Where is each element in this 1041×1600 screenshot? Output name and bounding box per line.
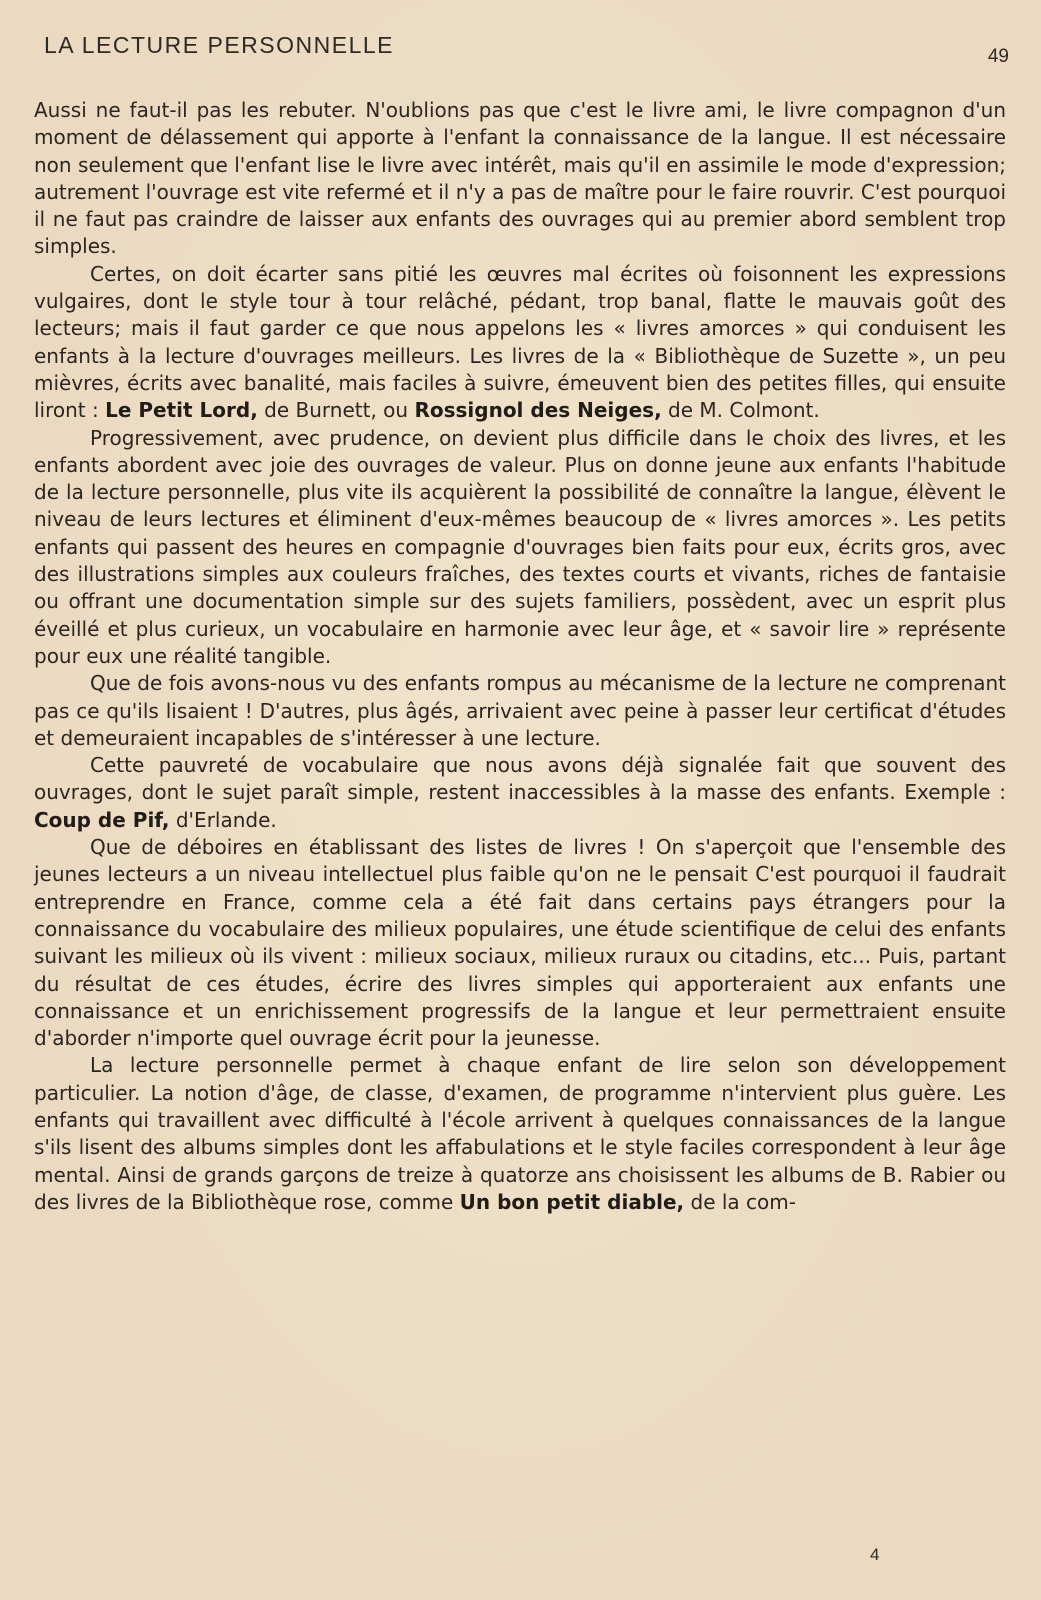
paragraph-7-text-b: de la com- — [684, 1189, 796, 1214]
book-title-bon-petit-diable: Un bon petit diable, — [459, 1189, 685, 1214]
body-text — [34, 97, 1006, 1216]
paragraph-5-text-a: Cette pauvreté de vocabulaire que nous avons déjà signalée fait que souvent des ouvrages, dont le sujet paraît simple, restent inaccessibles à la masse des enfants. Exemple : — [34, 753, 1006, 805]
paragraph-5 — [34, 752, 1006, 834]
running-title: LA LECTURE PERSONNELLE — [44, 32, 395, 58]
paragraph-1-text: Aussi ne faut-il pas les rebuter. N'oublions pas que c'est le livre ami, le livre compagnon d'un moment de délassement qui apporte à l'enfant la connaissance de la langue. Il est nécessaire non seulement que l'enfant lise le livre avec intérêt, mais qu'il en assimile le mode d'expression; autrement l'ouvrage est vite refermé et il n'y a pas de maître pour le faire rouvrir. C'est pourquoi il ne faut pas craindre de laisser aux enfants des ouvrages qui au premier abord semblent trop simples. — [34, 98, 1006, 259]
book-title-rossignol: Rossignol des Neiges, — [414, 398, 662, 423]
paragraph-2 — [34, 261, 1006, 425]
paragraph-7-text-a: La lecture personnelle permet à chaque enfant de lire selon son développement particulier. La notion d'âge, de classe, d'examen, de programme n'intervient plus guère. Les enfants qui travaillent avec difficulté à l'école arrivent à quelques connaissances de la langue s'ils lisent des albums simples dont les affabulations et le style faciles correspondent à leur âge mental. Ainsi de grands garçons de treize à quatorze ans choisissent les albums de B. Rabier ou des livres de la Bibliothèque rose, comme — [34, 1053, 1006, 1214]
paragraph-2-text-b: de Burnett, ou — [257, 398, 415, 423]
paragraph-5-text-b: d'Erlande. — [169, 807, 277, 832]
paragraph-1 — [34, 97, 1006, 261]
paragraph-2-text-c: de M. Colmont. — [661, 398, 820, 423]
book-title-coup-de-pif: Coup de Pif, — [34, 807, 170, 832]
paragraph-6-text: Que de déboires en établissant des listes de livres ! On s'aperçoit que l'ensemble des jeunes lecteurs a un niveau intellectuel plus faible qu'on ne le pensait C'est pourquoi il faudrait entreprendre en France, comme cela a été fait dans certains pays étrangers pour la connaissance du vocabulaire des milieux populaires, une étude scientifique de celui des enfants suivant les milieux où ils vivent : milieux sociaux, milieux ruraux ou citadins, etc... Puis, partant du résultat de ces études, écrire des livres simples qui apporteraient aux enfants une connaissance et un enrichissement progressifs de la langue et leur permettraient ensuite d'aborder n'importe quel ouvrage écrit pour la jeunesse. — [34, 835, 1006, 1051]
paragraph-3-text: Progressivement, avec prudence, on devient plus difficile dans le choix des livres, et les enfants abordent avec joie des ouvrages de valeur. Plus on donne jeune aux enfants l'habitude de la lecture personnelle, plus vite ils acquièrent la possibilité de connaître la langue, élèvent le niveau de leurs lectures et éliminent d'eux-mêmes beaucoup de « livres amorces ». Les petits enfants qui passent des heures en compagnie d'ouvrages bien faits pour eux, écrits gros, avec des illustrations simples aux couleurs fraîches, des textes courts et vivants, riches de fantaisie ou offrant une documentation simple sur des sujets familiers, possèdent, avec un esprit plus éveillé et plus curieux, un vocabulaire en harmonie avec leur âge, et « savoir lire » représente pour eux une réalité tangible. — [34, 425, 1006, 668]
paragraph-2-text-a: Certes, on doit écarter sans pitié les œuvres mal écrites où foisonnent les expressions vulgaires, dont le style tour à tour relâché, pédant, trop banal, flatte le mauvais goût des lecteurs; mais il faut garder ce que nous appelons les « livres amorces » qui conduisent les enfants à la lecture d'ouvrages meilleurs. Les livres de la « Bibliothèque de Suzette », un peu mièvres, écrits avec banalité, mais faciles à suivre, émeuvent bien des petites filles, qui ensuite liront : — [34, 261, 1006, 423]
paragraph-4-text: Que de fois avons-nous vu des enfants rompus au mécanisme de la lecture ne comprenant pas ce qu'ils lisaient ! D'autres, plus âgés, arrivaient avec peine à passer leur certificat d'études et demeuraient incapables de s'intéresser à une lecture. — [34, 671, 1006, 750]
signature-mark: 4 — [870, 1545, 880, 1564]
book-title-petit-lord: Le Petit Lord, — [105, 398, 258, 423]
paragraph-6 — [34, 834, 1006, 1052]
paragraph-7 — [34, 1052, 1006, 1216]
paragraph-3 — [34, 425, 1006, 671]
paragraph-4 — [34, 670, 1006, 752]
page-number: 49 — [987, 46, 1009, 67]
